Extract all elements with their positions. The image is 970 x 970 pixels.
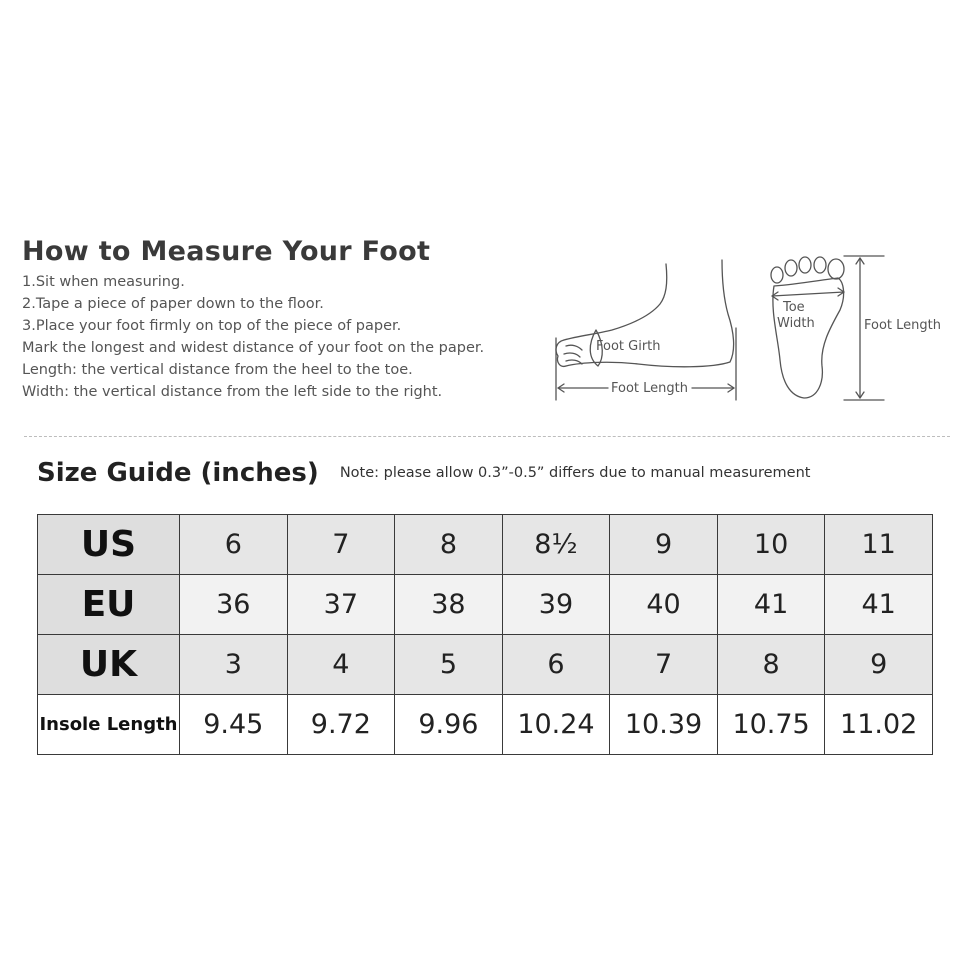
size-table bbox=[37, 514, 933, 755]
table-row bbox=[38, 695, 933, 755]
table-cell: 41 bbox=[717, 575, 825, 635]
size-guide-title: Size Guide (inches) bbox=[37, 458, 319, 488]
table-cell: 36 bbox=[180, 575, 288, 635]
measure-title: How to Measure Your Foot bbox=[22, 236, 431, 267]
toe-shape bbox=[785, 260, 797, 276]
table-row bbox=[38, 635, 933, 695]
table-row bbox=[38, 515, 933, 575]
row-label-us: US bbox=[38, 515, 180, 575]
table-cell: 8 bbox=[395, 515, 503, 575]
table-cell: 9.96 bbox=[395, 695, 503, 755]
table-cell: 11 bbox=[825, 515, 933, 575]
table-cell: 37 bbox=[287, 575, 395, 635]
table-cell: 7 bbox=[610, 635, 718, 695]
table-cell: 3 bbox=[180, 635, 288, 695]
table-cell: 9 bbox=[825, 635, 933, 695]
table-cell: 4 bbox=[287, 635, 395, 695]
toe-shape bbox=[814, 257, 826, 273]
table-cell: 11.02 bbox=[825, 695, 933, 755]
foot-sole-illustration bbox=[760, 250, 960, 410]
section-divider bbox=[24, 436, 950, 437]
table-cell: 38 bbox=[395, 575, 503, 635]
size-guide-note: Note: please allow 0.3”-0.5” differs due to manual measurement bbox=[339, 465, 811, 481]
measure-step: 2.Tape a piece of paper down to the floor. bbox=[22, 296, 324, 312]
foot-length-label: Foot Length bbox=[611, 381, 688, 396]
row-label-uk: UK bbox=[38, 635, 180, 695]
measure-step: Length: the vertical distance from the heel to the toe. bbox=[22, 362, 413, 378]
table-cell: 9.72 bbox=[287, 695, 395, 755]
sole-length-label: Foot Length bbox=[864, 318, 941, 333]
table-cell: 6 bbox=[180, 515, 288, 575]
table-cell: 39 bbox=[502, 575, 610, 635]
measure-steps bbox=[22, 271, 542, 403]
table-cell: 9.45 bbox=[180, 695, 288, 755]
toe-shape bbox=[771, 267, 783, 283]
foot-side-illustration bbox=[552, 258, 752, 408]
row-label-insole-length: Insole Length bbox=[38, 695, 180, 755]
foot-girth-label: Foot Girth bbox=[596, 339, 661, 354]
table-cell: 6 bbox=[502, 635, 610, 695]
measure-step: 1.Sit when measuring. bbox=[22, 274, 185, 290]
toe-width-label: Toe bbox=[783, 300, 805, 315]
toe-width-arrow bbox=[772, 292, 844, 296]
measure-step: Mark the longest and widest distance of your foot on the paper. bbox=[22, 340, 485, 356]
table-cell: 8 bbox=[717, 635, 825, 695]
table-cell: 10.24 bbox=[502, 695, 610, 755]
table-cell: 8½ bbox=[502, 515, 610, 575]
measure-section bbox=[22, 236, 542, 403]
table-row bbox=[38, 575, 933, 635]
table-cell: 41 bbox=[825, 575, 933, 635]
table-cell: 10.75 bbox=[717, 695, 825, 755]
table-cell: 10.39 bbox=[610, 695, 718, 755]
table-cell: 40 bbox=[610, 575, 718, 635]
toe-shape bbox=[828, 259, 844, 279]
measure-step: 3.Place your foot firmly on top of the piece of paper. bbox=[22, 318, 402, 334]
toe-shape bbox=[799, 257, 811, 273]
table-cell: 9 bbox=[610, 515, 718, 575]
table-cell: 10 bbox=[717, 515, 825, 575]
table-cell: 5 bbox=[395, 635, 503, 695]
toes-outline bbox=[564, 345, 582, 364]
foot-outline bbox=[564, 264, 667, 340]
size-guide-header bbox=[37, 458, 810, 488]
table-cell: 7 bbox=[287, 515, 395, 575]
toe-width-label: Width bbox=[777, 316, 815, 331]
measure-step: Width: the vertical distance from the left side to the right. bbox=[22, 384, 443, 400]
row-label-eu: EU bbox=[38, 575, 180, 635]
